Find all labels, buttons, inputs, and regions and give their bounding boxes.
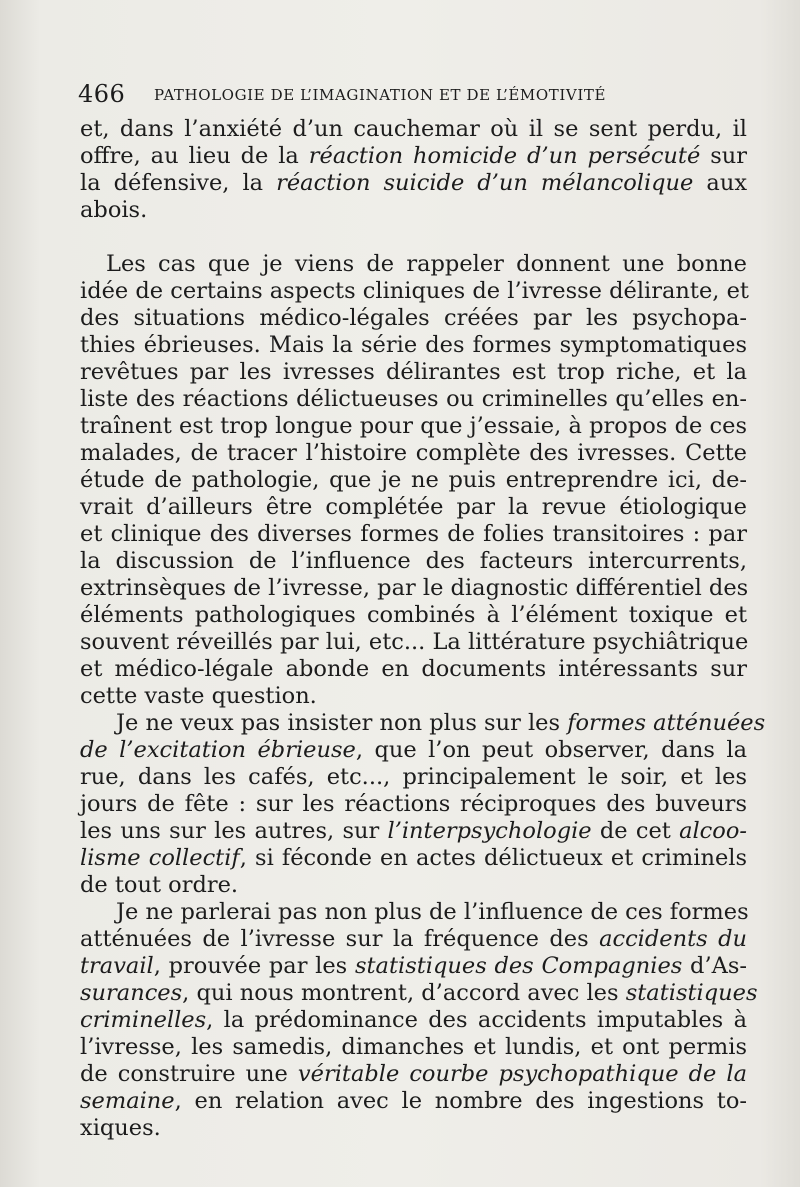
text-line xyxy=(80,899,747,926)
text-line xyxy=(80,602,747,629)
italic-text: l’interpsychologie xyxy=(387,818,592,844)
text-segment: , que l’on peut observer, dans la xyxy=(355,737,748,763)
text-line xyxy=(80,683,747,710)
text-line xyxy=(80,251,747,278)
text-segment: cette vaste question. xyxy=(80,683,317,709)
text-segment: aux xyxy=(693,170,748,196)
text-segment: de cet xyxy=(591,818,680,844)
text-segment: Je ne parlerai pas non plus de l’influence de ces formes xyxy=(116,899,749,925)
text-line xyxy=(80,764,747,791)
italic-text: travail xyxy=(80,953,154,979)
italic-text: de l’excitation ébrieuse xyxy=(80,737,356,763)
running-title: PATHOLOGIE DE L’IMAGINATION ET DE L’ÉMOTIVITÉ xyxy=(154,86,607,104)
text-line xyxy=(80,629,747,656)
text-segment: , la prédominance des accidents imputables à xyxy=(206,1007,747,1033)
text-segment: et, dans l’anxiété d’un cauchemar où il se sent perdu, il xyxy=(80,116,747,142)
text-segment: , prouvée par les xyxy=(153,953,355,979)
text-line xyxy=(80,818,747,845)
text-segment: abois. xyxy=(80,197,148,223)
body-text xyxy=(80,116,766,1142)
text-line xyxy=(80,1034,747,1061)
text-segment: extrinsèques de l’ivresse, par le diagnostic différentiel des xyxy=(80,575,749,601)
text-segment: éléments pathologiques combinés à l’élément toxique et xyxy=(80,602,747,628)
text-segment: atténuées de l’ivresse sur la fréquence des xyxy=(80,926,600,952)
italic-text: criminelles xyxy=(80,1007,207,1033)
italic-text: semaine xyxy=(80,1088,175,1114)
text-segment: Les cas que je viens de rappeler donnent une bonne xyxy=(106,251,747,277)
text-line xyxy=(80,791,747,818)
text-line xyxy=(80,116,747,143)
text-segment: de construire une xyxy=(80,1061,298,1087)
text-segment: traînent est trop longue pour que j’essaie, à propos de ces xyxy=(80,413,747,439)
text-segment: Je ne veux pas insister non plus sur les xyxy=(116,710,568,736)
text-segment: liste des réactions délictueuses ou criminelles qu’elles en- xyxy=(80,386,747,412)
text-segment: et clinique des diverses formes de folies transitoires : par xyxy=(80,521,747,547)
page-header xyxy=(78,80,738,110)
italic-text: alcoo- xyxy=(679,818,747,844)
text-segment: les uns sur les autres, sur xyxy=(80,818,388,844)
text-segment: rue, dans les cafés, etc..., principalement le soir, et les xyxy=(80,764,747,790)
text-line xyxy=(80,872,747,899)
text-segment: sur xyxy=(700,143,747,169)
paragraph-gap xyxy=(80,224,747,251)
text-segment: revêtues par les ivresses délirantes est trop riche, et la xyxy=(80,359,747,385)
text-segment: étude de pathologie, que je ne puis entreprendre ici, de- xyxy=(80,467,747,493)
text-line xyxy=(80,1088,747,1115)
text-line xyxy=(80,953,747,980)
text-line xyxy=(80,656,747,683)
text-line xyxy=(80,575,747,602)
text-line xyxy=(80,1007,747,1034)
text-line xyxy=(80,521,747,548)
text-segment: souvent réveillés par lui, etc... La littérature psychiâtrique xyxy=(80,629,749,655)
text-segment: , en relation avec le nombre des ingestions to- xyxy=(174,1088,747,1114)
italic-text: véritable courbe psychopathique de la xyxy=(297,1061,747,1087)
text-segment: des situations médico-légales créées par les psychopa- xyxy=(80,305,747,331)
text-segment: la défensive, la xyxy=(80,170,277,196)
italic-text: statistiques xyxy=(625,980,758,1006)
text-line xyxy=(80,332,747,359)
text-line xyxy=(80,386,747,413)
text-segment: et médico-légale abonde en documents intéressants sur xyxy=(80,656,747,682)
text-segment: offre, au lieu de la xyxy=(80,143,309,169)
text-line xyxy=(80,278,747,305)
italic-text: statistiques des Compagnies xyxy=(354,953,683,979)
text-line xyxy=(80,197,747,224)
text-line xyxy=(80,494,747,521)
page-number: 466 xyxy=(78,80,126,108)
text-segment: , qui nous montrent, d’accord avec les xyxy=(182,980,626,1006)
text-segment: idée de certains aspects cliniques de l’ivresse délirante, et xyxy=(80,278,749,304)
text-segment: xiques. xyxy=(80,1115,161,1141)
text-segment: d’As- xyxy=(682,953,748,979)
italic-text: réaction suicide d’un mélancolique xyxy=(276,170,694,196)
text-line xyxy=(80,1061,747,1088)
italic-text: formes atténuées xyxy=(567,710,766,736)
text-line xyxy=(80,170,747,197)
italic-text: accidents du xyxy=(599,926,747,952)
text-line xyxy=(80,548,747,575)
text-line xyxy=(80,359,747,386)
text-segment: l’ivresse, les samedis, dimanches et lundis, et ont permis xyxy=(80,1034,747,1060)
text-segment: de tout ordre. xyxy=(80,872,239,898)
italic-text: réaction homicide d’un persécuté xyxy=(308,143,701,169)
text-line xyxy=(80,737,747,764)
text-line xyxy=(80,845,747,872)
text-line xyxy=(80,143,747,170)
text-line xyxy=(80,710,766,737)
text-segment: malades, de tracer l’histoire complète des ivresses. Cette xyxy=(80,440,747,466)
text-segment: jours de fête : sur les réactions réciproques des buveurs xyxy=(80,791,747,817)
text-segment: vrait d’ailleurs être complétée par la revue étiologique xyxy=(80,494,747,520)
text-line xyxy=(80,467,747,494)
text-line xyxy=(80,305,747,332)
italic-text: lisme collectif xyxy=(80,845,240,871)
text-segment: la discussion de l’influence des facteurs intercurrents, xyxy=(80,548,747,574)
italic-text: surances xyxy=(80,980,183,1006)
text-segment: thies ébrieuses. Mais la série des formes symptomatiques xyxy=(80,332,747,358)
text-line xyxy=(80,413,747,440)
text-line xyxy=(80,440,747,467)
text-line xyxy=(80,1115,747,1142)
text-line xyxy=(80,926,747,953)
text-line xyxy=(80,980,758,1007)
text-segment: , si féconde en actes délictueux et criminels xyxy=(239,845,748,871)
